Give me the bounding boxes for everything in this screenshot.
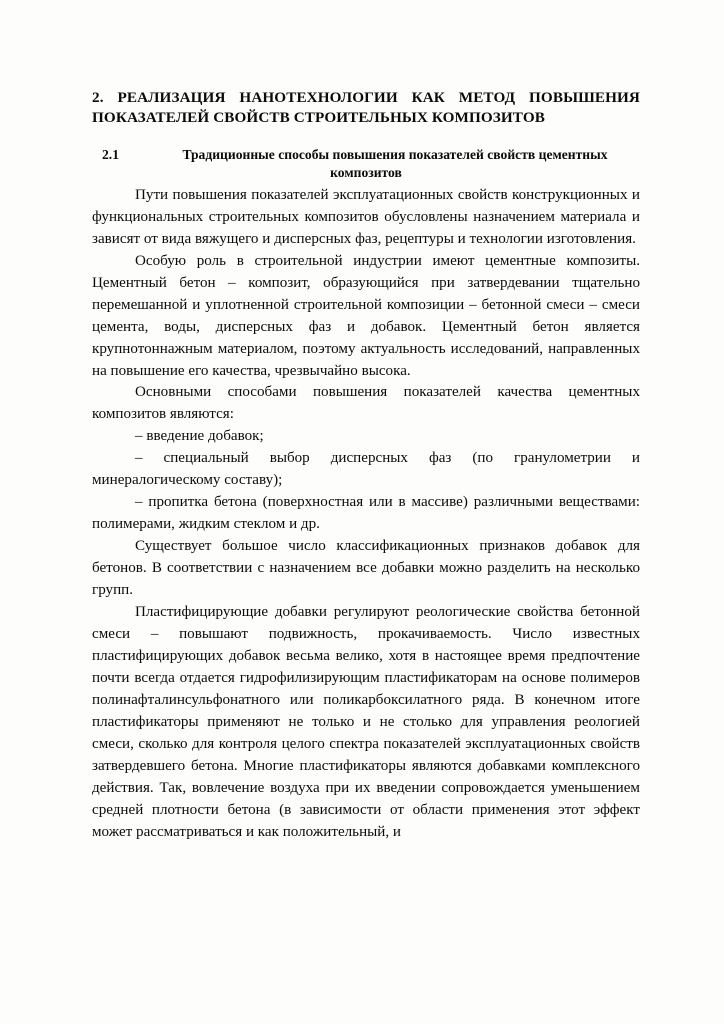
section-title-line-1: Традиционные способы повышения показателей свойств цементных — [182, 146, 608, 162]
chapter-heading-line-2: ПОКАЗАТЕЛЕЙ СВОЙСТВ СТРОИТЕЛЬНЫХ КОМПОЗИТОВ — [92, 108, 545, 126]
section-title-line-2: композитов — [330, 164, 402, 180]
page-content — [92, 88, 640, 844]
chapter-heading-line-1: 2. РЕАЛИЗАЦИЯ НАНОТЕХНОЛОГИИ КАК МЕТОД ПОВЫШЕНИЯ — [92, 89, 640, 106]
paragraph-4: Существует большое число классификационных признаков добавок для бетонов. В соответствии с назначением все добавки можно разделить на несколько групп. — [92, 538, 640, 599]
list-item-3: – пропитка бетона (поверхностная или в массиве) различными веществами: полимерами, жидким стеклом и др. — [92, 494, 640, 533]
paragraph-2: Особую роль в строительной индустрии имеют цементные композиты. Цементный бетон – композит, образующийся при затвердевании тщательно перемешанной и уплотненной строительной композиции – бетонной смеси – смеси цемента, воды, дисперсных фаз и добавок. Цементный бетон является крупнотоннажным материалом, поэтому актуальность исследований, направленных на повышение его качества, чрезвычайно высока. — [92, 252, 640, 379]
section-number: 2.1 — [102, 146, 119, 162]
list-item-1: – введение добавок; — [135, 428, 264, 445]
chapter-heading — [92, 88, 640, 128]
paragraph-5: Пластифицирующие добавки регулируют реологические свойства бетонной смеси – повышают подвижность, прокачиваемость. Число известных пластифицирующих добавок весьма велико, хотя в настоящее время предпочтение почти всегда отдается гидрофилизирующим пластификаторам на основе полимеров полинафталинсульфонатного или поликарбоксилатного ряда. В конечном итоге пластификаторы применяют не только и не столько для управления реологией смеси, сколько для контроля целого спектра показателей эксплуатационных свойств затвердевшего бетона. Многие пластификаторы являются добавками комплексного действия. Так, вовлечение воздуха при их введении сопровождается уменьшением средней плотности бетона (в зависимости от области применения этот эффект может рассматриваться и как положительный, и — [92, 604, 640, 840]
section-heading — [92, 146, 640, 182]
paragraph-3: Основными способами повышения показателей качества цементных композитов являются: — [92, 384, 640, 423]
list-item-2: – специальный выбор дисперсных фаз (по гранулометрии и минералогическому составу); — [92, 450, 640, 489]
paragraph-1: Пути повышения показателей эксплуатационных свойств конструкционных и функциональных строительных композитов обусловлены назначением материала и зависят от вида вяжущего и дисперсных фаз, рецептуры и технологии изготовления. — [92, 186, 640, 247]
